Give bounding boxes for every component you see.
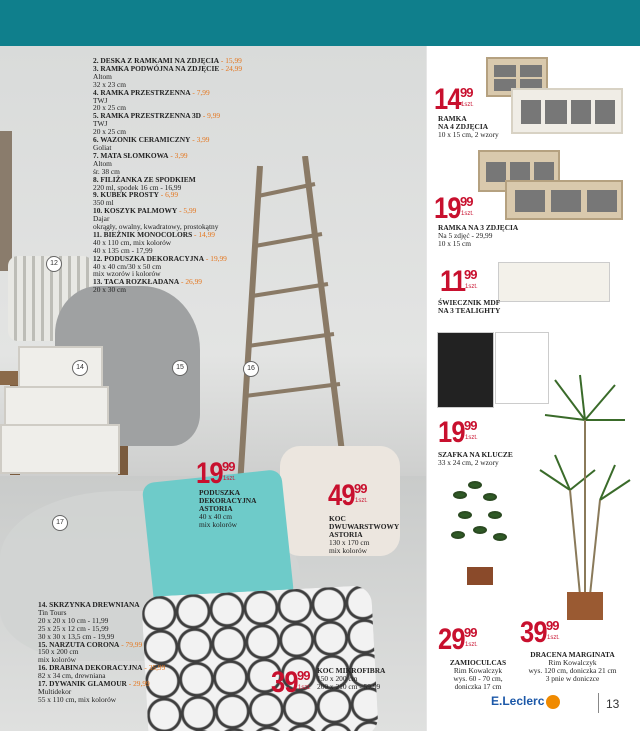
list-item: 9. KUBEK PROSTY - 6,99 xyxy=(93,190,179,200)
item-detail: 350 ml xyxy=(93,198,114,208)
item-name: 4. RAMKA PRZESTRZENNA xyxy=(93,87,191,97)
szafka-title: SZAFKA NA KLUCZE xyxy=(438,450,513,459)
price-cents: 99 xyxy=(464,625,477,640)
price-ramka3 xyxy=(434,192,474,225)
item-price: 15,99 xyxy=(225,56,242,65)
item-detail: 82 x 34 cm, drewniana xyxy=(38,671,106,681)
mikro-title: KOC MIKROFIBRA xyxy=(317,666,386,675)
price-koc xyxy=(328,479,368,512)
list-item: 12. PODUSZKA DEKORACYJNA - 19,99 xyxy=(93,253,227,263)
marker-15: 15 xyxy=(172,360,188,376)
item-detail: TWJ xyxy=(93,95,108,105)
item-price: 6,99 xyxy=(165,190,179,200)
item-detail: Tin Tours xyxy=(38,607,67,617)
koc-size: 130 x 170 cm xyxy=(329,538,370,547)
dracena-height: wys. 120 cm, doniczka 21 cm xyxy=(528,666,617,675)
item-detail: 20 x 25 cm xyxy=(93,103,127,113)
item-name: 9. KUBEK PROSTY xyxy=(93,190,159,200)
mikro-size: 150 x 200 cm xyxy=(317,674,358,683)
item-price: 19,99 xyxy=(210,253,227,263)
pillow-title: PODUSZKA xyxy=(199,488,241,497)
item-price: 29,99 xyxy=(133,679,150,689)
price-cents: 99 xyxy=(464,267,477,282)
price-whole: 19 xyxy=(434,192,461,225)
item-name: 14. SKRZYNKA DREWNIANA xyxy=(38,600,140,609)
item-detail: 20 x 20 x 10 cm - 11,99 xyxy=(38,615,109,625)
price-whole: 39 xyxy=(271,666,298,699)
zamio-height: wys. 60 - 70 cm, xyxy=(453,674,503,683)
price-unit: 1szt. xyxy=(461,211,474,217)
koc-title-2: DWUWARSTWOWY xyxy=(329,522,400,531)
koc-desc xyxy=(329,515,399,555)
list-item: 5. RAMKA PRZESTRZENNA 3D - 9,99 xyxy=(93,111,221,121)
zamioculcas-image xyxy=(440,475,520,585)
logo-mark-icon xyxy=(546,695,560,709)
item-detail: okrągły, owalny, kwadratowy, prostokątny xyxy=(93,222,219,232)
list-item: 10. KOSZYK PALMOWY - 5,99 xyxy=(93,206,197,216)
item-detail: Altom xyxy=(93,71,112,81)
ramka4-title-2: NA 4 ZDJĘCIA xyxy=(438,122,489,131)
marker-16: 16 xyxy=(243,361,259,377)
price-whole: 39 xyxy=(520,616,547,649)
item-name: 8. FILIŻANKA ZE SPODKIEM xyxy=(93,174,196,184)
price-whole: 19 xyxy=(438,416,465,449)
price-pillow xyxy=(196,457,236,490)
pillow-title-2: DEKORACYJNA xyxy=(199,496,257,505)
marker-17: 17 xyxy=(52,515,68,531)
price-whole: 14 xyxy=(434,83,461,116)
price-cents: 99 xyxy=(222,459,235,474)
ramka3-size: 10 x 15 cm xyxy=(438,239,472,248)
price-unit: 1szt. xyxy=(465,435,478,441)
list-item: 3. RAMKA PODWÓJNA NA ZDJĘCIE - 24,99 xyxy=(93,63,243,73)
footer-separator xyxy=(598,693,599,713)
item-detail: Altom xyxy=(93,158,112,168)
pillow-desc xyxy=(199,489,256,529)
szafka-size: 33 x 24 cm, 2 wzory xyxy=(438,458,499,467)
marker-12: 12 xyxy=(46,256,62,272)
koc-title-3: ASTORIA xyxy=(329,530,363,539)
item-name: 15. NARZUTA CORONA xyxy=(38,639,120,649)
item-detail: TWJ xyxy=(93,119,108,129)
list-item: 13. TACA ROZKŁADANA - 26,99 xyxy=(93,277,202,287)
swiecznik-desc xyxy=(438,299,500,315)
item-detail: 55 x 110 cm, mix kolorów xyxy=(38,694,117,704)
wall-frame xyxy=(0,131,12,271)
logo-text: E.Leclerc xyxy=(491,694,545,708)
price-cents: 99 xyxy=(546,618,559,633)
item-detail: 220 ml, spodek 16 cm - 16,99 xyxy=(93,182,182,192)
price-szafka xyxy=(438,416,478,449)
marker-14: 14 xyxy=(72,360,88,376)
price-whole: 29 xyxy=(438,623,465,656)
dracena-trunks: 3 pnie w doniczce xyxy=(545,674,600,683)
dracena-desc xyxy=(510,651,635,683)
swiecznik-title: ŚWIECZNIK MDF xyxy=(438,298,501,307)
swiecznik-title-2: NA 3 TEALIGHTY xyxy=(438,306,501,315)
key-cabinet-black-image xyxy=(437,332,494,408)
price-unit: 1szt. xyxy=(465,284,478,290)
item-price: 79,99 xyxy=(125,639,143,649)
item-detail: Goliat xyxy=(93,142,112,152)
price-swiecznik xyxy=(440,265,478,298)
price-cents: 99 xyxy=(460,194,473,209)
candle-holder-image xyxy=(498,262,610,302)
zamio-title: ZAMIOCULCAS xyxy=(449,658,507,667)
list-item: 17. DYWANIK GLAMOUR - 29,99 xyxy=(38,679,150,689)
ramka4-size: 10 x 15 cm, 2 wzory xyxy=(438,130,499,139)
mikro-desc xyxy=(317,667,385,691)
price-unit: 1szt. xyxy=(298,685,311,691)
item-detail: 20 x 30 cm xyxy=(93,285,127,295)
product-list-bottom xyxy=(38,601,238,704)
item-name: 6. WAZONIK CERAMICZNY xyxy=(93,135,191,145)
list-item: 6. WAZONIK CERAMICZNY - 3,99 xyxy=(93,135,210,145)
item-price: 26,99 xyxy=(185,277,202,287)
item-detail: 40 x 110 cm, mix kolorów xyxy=(93,237,172,247)
price-cents: 99 xyxy=(354,481,367,496)
pillow-size: 40 x 40 cm xyxy=(199,512,233,521)
price-ramka4 xyxy=(434,83,474,116)
price-whole: 11 xyxy=(440,265,466,298)
item-price: 7,99 xyxy=(196,87,210,97)
item-price: 9,99 xyxy=(207,111,221,121)
item-detail: mix kolorów xyxy=(38,655,76,665)
item-detail: 25 x 25 x 12 cm - 15,99 xyxy=(38,623,109,633)
item-detail: 32 x 23 cm xyxy=(93,79,127,89)
item-detail: 40 x 40 cm/30 x 50 cm xyxy=(93,261,162,271)
list-item: 15. NARZUTA CORONA - 79,99 xyxy=(38,639,143,649)
item-detail: 20 x 25 cm xyxy=(93,127,127,137)
item-price: 24,99 xyxy=(225,63,243,73)
ramka4-title: RAMKA xyxy=(438,114,467,123)
szafka-desc xyxy=(438,451,513,467)
item-detail: śr. 38 cm xyxy=(93,166,120,176)
item-detail: mix wzorów i kolorów xyxy=(93,269,161,279)
crate-image xyxy=(0,424,120,474)
item-price: 35,99 xyxy=(148,663,166,673)
ramka3-variant: Na 5 zdjęć - 29,99 xyxy=(438,231,493,240)
zamio-brand: Rim Kowalczyk xyxy=(453,666,503,675)
list-item: 4. RAMKA PRZESTRZENNA - 7,99 xyxy=(93,87,210,97)
item-detail: 30 x 30 x 13,5 cm - 19,99 xyxy=(38,631,115,641)
frame-4-image xyxy=(511,88,623,134)
item-name: 17. DYWANIK GLAMOUR xyxy=(38,679,127,689)
item-name: 5. RAMKA PRZESTRZENNA 3D xyxy=(93,111,201,121)
item-name: 7. MATA SŁOMKOWA xyxy=(93,150,169,160)
price-cents: 99 xyxy=(297,668,310,683)
price-mikro xyxy=(271,666,311,699)
price-dracena xyxy=(520,616,560,649)
koc-color: mix kolorów xyxy=(329,546,367,555)
item-name: 16. DRABINA DEKORACYJNA xyxy=(38,663,143,673)
price-whole: 49 xyxy=(328,479,355,512)
ramka4-desc xyxy=(438,115,499,139)
item-price: 5,99 xyxy=(183,206,197,216)
list-item: 11. BIEŻNIK MONOCOLORS - 14,99 xyxy=(93,229,215,239)
dracena-brand: Rim Kowalczyk xyxy=(548,658,597,667)
list-item: 2. DESKA Z RAMKAMI NA ZDJĘCIA - 15,99 xyxy=(93,56,242,65)
price-unit: 1szt. xyxy=(465,642,478,648)
page-number: 13 xyxy=(606,697,620,711)
price-unit: 1szt. xyxy=(461,102,474,108)
zamio-pot: doniczka 17 cm xyxy=(454,682,502,691)
price-unit: 1szt. xyxy=(547,635,560,641)
price-zamio xyxy=(438,623,478,656)
mikro-size-2: 200 x 210 cm - 59,99 xyxy=(317,682,381,691)
item-name: 3. RAMKA PODWÓJNA NA ZDJĘCIE xyxy=(93,63,220,73)
frame-3-image xyxy=(505,180,623,220)
item-name: 13. TACA ROZKŁADANA xyxy=(93,277,180,287)
list-item: 16. DRABINA DEKORACYJNA - 35,99 xyxy=(38,663,166,673)
price-unit: 1szt. xyxy=(223,476,236,482)
item-price: 3,99 xyxy=(174,150,188,160)
item-name: 2. DESKA Z RAMKAMI NA ZDJĘCIA xyxy=(93,56,220,65)
price-whole: 19 xyxy=(196,457,223,490)
item-detail: Dajar xyxy=(93,214,110,224)
item-price: 14,99 xyxy=(198,229,215,239)
ramka3-desc xyxy=(438,224,518,248)
item-name: 12. PODUSZKA DEKORACYJNA xyxy=(93,253,205,263)
ramka3-title: RAMKA NA 3 ZDJĘCIA xyxy=(438,223,519,232)
price-cents: 99 xyxy=(460,85,473,100)
dracena-title: DRACENA MARGINATA xyxy=(530,650,615,659)
leclerc-logo xyxy=(491,694,560,714)
zamio-desc xyxy=(438,659,518,691)
item-detail: Multidekor xyxy=(38,686,72,696)
pillow-title-3: ASTORIA xyxy=(199,504,233,513)
item-detail: 40 x 135 cm - 17,99 xyxy=(93,245,153,255)
pillow-color: mix kolorów xyxy=(199,520,237,529)
price-cents: 99 xyxy=(464,418,477,433)
item-price: 3,99 xyxy=(196,135,210,145)
product-list-top xyxy=(93,57,333,294)
header-bar xyxy=(0,0,640,46)
price-unit: 1szt. xyxy=(355,498,368,504)
list-item xyxy=(38,601,238,609)
koc-title: KOC xyxy=(329,514,346,523)
list-item: 7. MATA SŁOMKOWA - 3,99 xyxy=(93,150,188,160)
item-detail: 150 x 200 cm xyxy=(38,647,79,657)
dracena-image xyxy=(535,370,635,620)
item-name: 11. BIEŻNIK MONOCOLORS xyxy=(93,229,193,239)
divider xyxy=(426,46,427,731)
item-name: 10. KOSZYK PALMOWY xyxy=(93,206,178,216)
